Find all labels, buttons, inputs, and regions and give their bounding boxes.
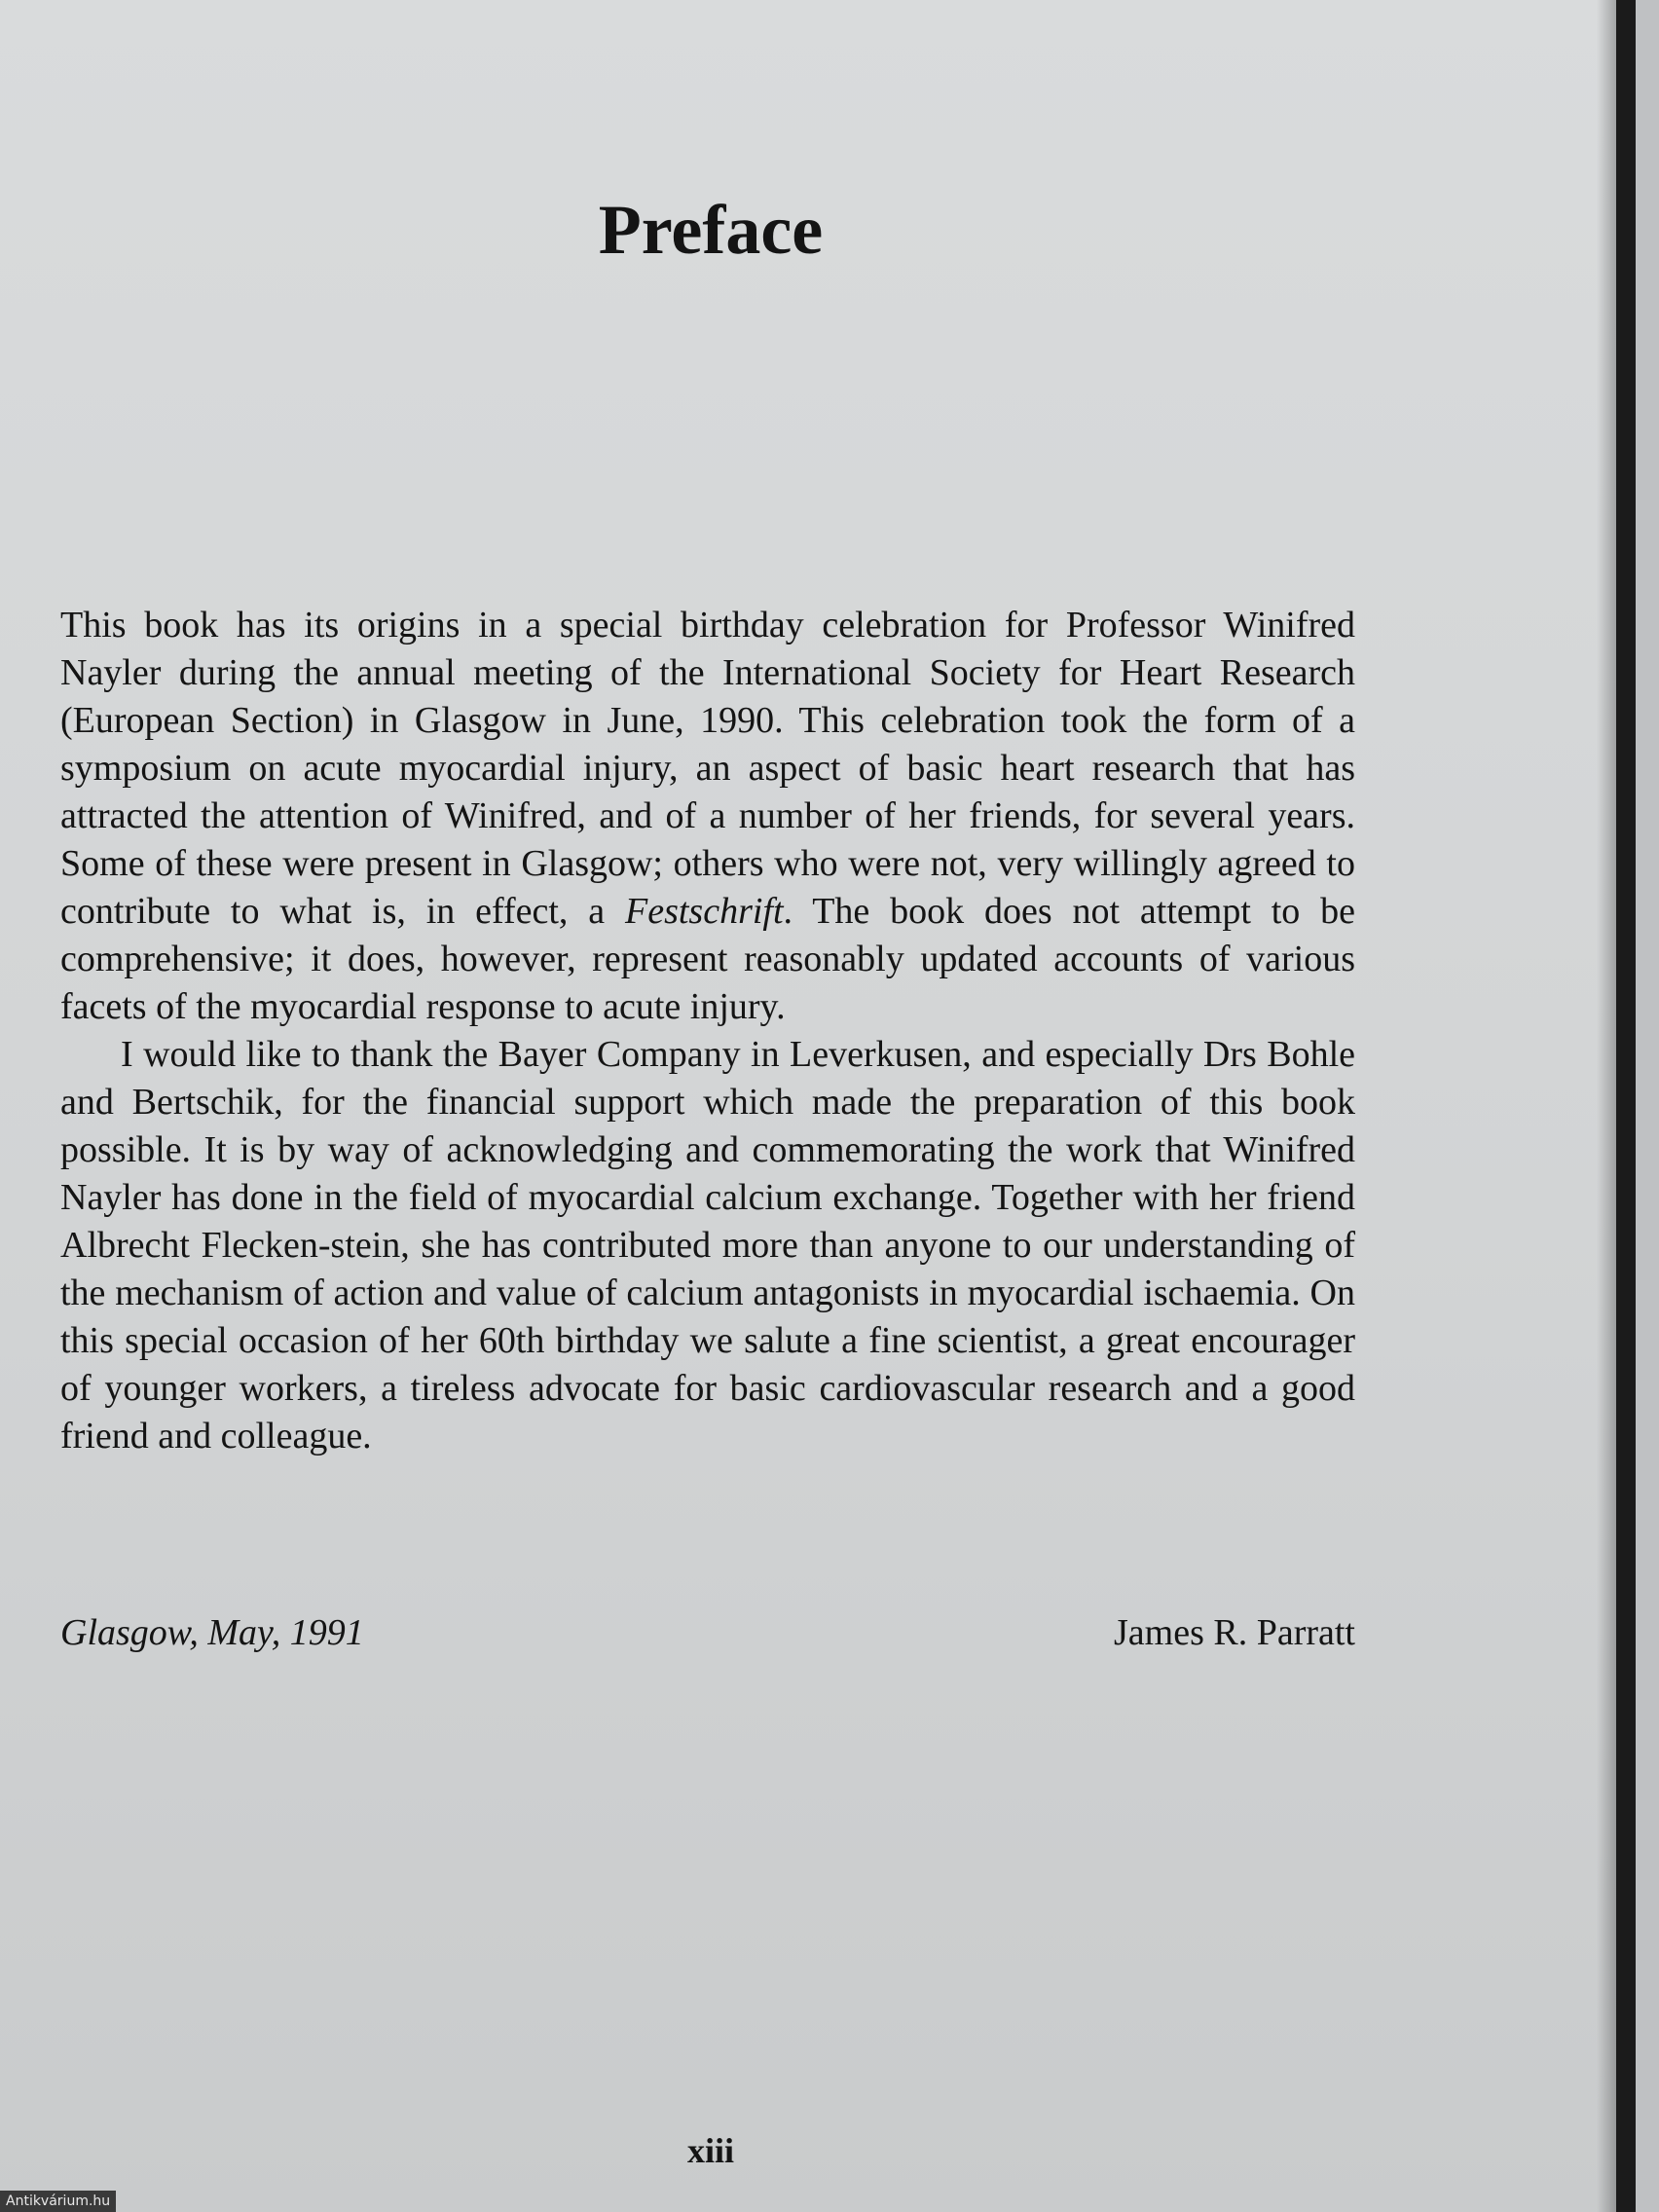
signoff [60,1608,1355,1657]
author-name: James R. Parratt [1113,1612,1355,1653]
watermark: Antikvárium.hu [0,2191,116,2212]
page-title: Preface [598,191,824,269]
background-surface [1636,0,1659,2212]
page-number: xiii [686,2131,734,2170]
place-date: Glasgow, May, 1991 [60,1612,364,1653]
paragraph-2: I would like to thank the Bayer Company in Leverkusen, and especially Drs Bohle and Bertschik, for the financial support which made the preparation of this book possible. It is by way of acknowledging and commemorating the work that Winifred Nayler has done in the field of myocardial calcium exchange. Together with her friend Albrecht Flecken-stein, she has contributed more than anyone to our understanding of the mechanism of action and value of calcium antagonists in myocardial ischaemia. On this special occasion of her 60th birthday we salute a fine scientist, a great encourager of younger workers, a tireless advocate for basic cardiovascular research and a good friend and colleague. [60,1034,1355,1456]
paragraph-1 [60,602,1355,1031]
paragraph-1-text-b: . The book does not attempt to be comprehensive; it does, however, represent reasonably updated accounts of various facets of the myocardial response to acute injury. [60,891,1355,1027]
paragraph-1-text-a: This book has its origins in a special birthday celebration for Professor Winifred Nayler during the annual meeting of the International Society for Heart Research (European Section) in Glasgow in June, 1990. This celebration took the form of a symposium on acute myocardial injury, an aspect of basic heart research that has attracted the attention of Winifred, and of a number of her friends, for several years. Some of these were present in Glasgow; others who were not, very willingly agreed to contribute to what is, in effect, a [60,605,1355,932]
page-gutter-shadow [1597,0,1616,2212]
book-spine-edge [1616,0,1636,2212]
preface-body [60,602,1355,1460]
festschrift-italic: Festschrift [625,891,784,932]
